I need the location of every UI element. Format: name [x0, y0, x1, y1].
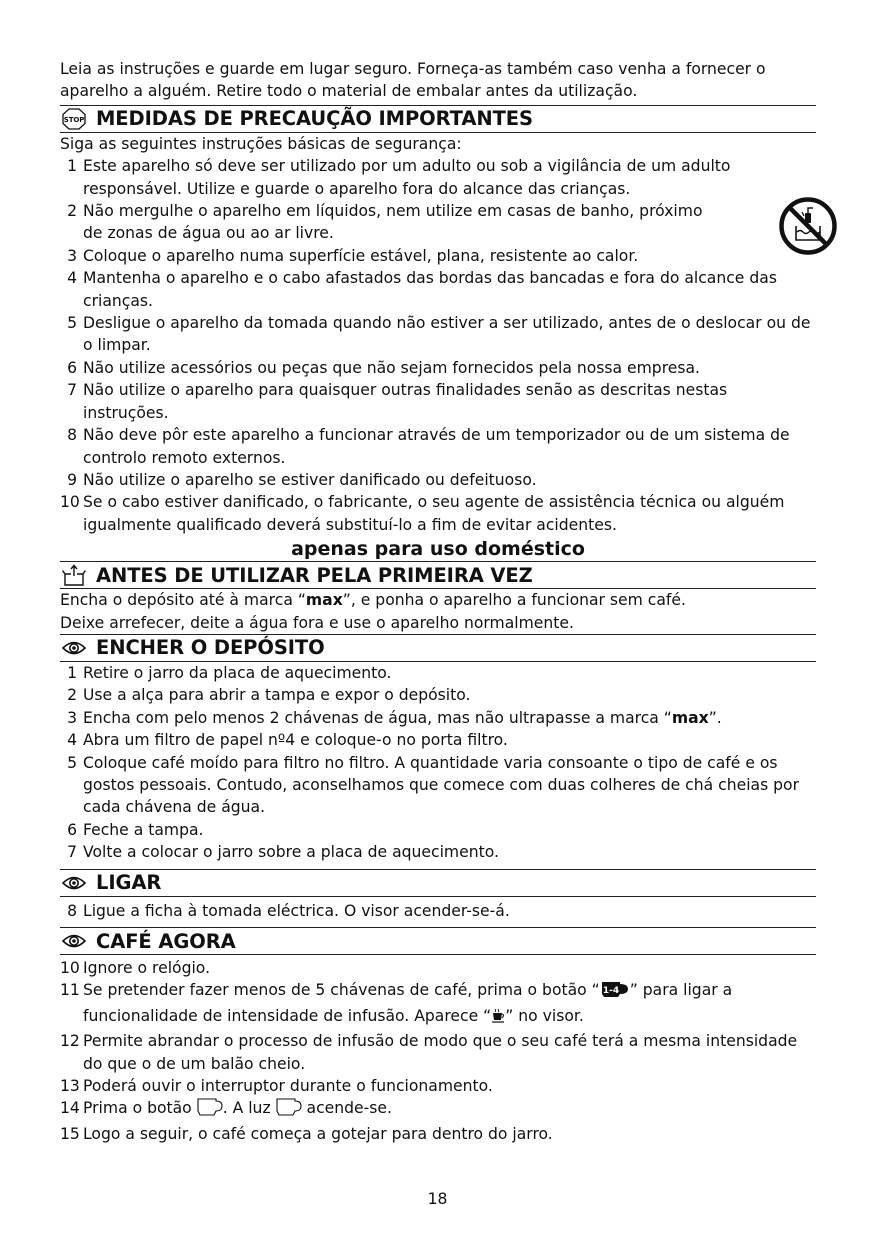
list-item: 8 Não deve pôr este aparelho a funcionar através de um temporizador ou de um sistema de controlo remoto externos. — [67, 426, 790, 467]
list-item: 15 Logo a seguir, o café começa a gotejar para dentro do jarro. — [60, 1124, 553, 1143]
section-precautions-heading — [60, 105, 816, 133]
before-first-use-title: ANTES DE UTILIZAR PELA PRIMEIRA VEZ — [96, 563, 533, 587]
intensity-button-label: 1-4 — [602, 986, 619, 997]
document-page — [60, 58, 816, 1145]
list-item: 10 Ignore o relógio. — [60, 959, 211, 977]
precautions-list — [60, 155, 816, 536]
precautions-title: MEDIDAS DE PRECAUÇÃO IMPORTANTES — [96, 107, 533, 131]
list-item: 12 Permite abrandar o processo de infusão de modo que o seu café terá a mesma intensidade do que o de um balão cheio. — [60, 1032, 798, 1073]
before-first-use-line-2: Deixe arrefecer, deite a água fora e use o aparelho normalmente. — [60, 613, 574, 632]
list-item: 4 Mantenha o aparelho e o cabo afastados das bordas das bancadas e fora do alcance das crianças. — [67, 269, 777, 310]
list-item: 14 Prima o botão . A luz acende-se. — [60, 1097, 816, 1122]
list-item: 9 Não utilize o aparelho se estiver danificado ou defeituoso. — [67, 470, 537, 489]
list-item: 6 Feche a tampa. — [67, 820, 204, 839]
fill-tank-list — [60, 662, 816, 864]
page-number: 18 — [427, 1190, 448, 1208]
section-switch-on-heading — [60, 869, 816, 897]
list-item: 5 Coloque café moído para filtro no filtro. A quantidade varia consoante o tipo de café e os gostos pessoais. Contudo, aconselhamos que comece com duas colheres de chá cheias por cada chávena de água. — [67, 753, 800, 817]
list-item: 13 Poderá ouvir o interruptor durante o funcionamento. — [60, 1077, 493, 1096]
intro-text: Leia as instruções e guarde em lugar seguro. Forneça-as também caso venha a fornecer o aparelho a alguém. Retire todo o material de embalar antes da utilização. — [60, 60, 766, 101]
list-item: 1 Retire o jarro da placa de aquecimento. — [67, 663, 392, 682]
list-item: 1 Este aparelho só deve ser utilizado por um adulto ou sob a vigilância de um adulto responsável. Utilize e guarde o aparelho fora do alcance das crianças. — [67, 157, 731, 198]
list-item: 5 Desligue o aparelho da tomada quando não estiver a ser utilizado, antes de o deslocar ou de o limpar. — [67, 314, 811, 355]
list-item: 3 Coloque o aparelho numa superfície estável, plana, resistente ao calor. — [67, 246, 639, 265]
list-item: 3 Encha com pelo menos 2 chávenas de água, mas não ultrapasse a marca “max”. — [67, 708, 722, 727]
list-item: 8 Ligue a ficha à tomada eléctrica. O visor acender-se-á. — [67, 901, 510, 920]
coffee-now-list — [60, 957, 816, 1145]
list-item: 4 Abra um filtro de papel nº4 e coloque-o no porta filtro. — [67, 731, 508, 750]
unbox-icon — [62, 564, 86, 586]
list-item: 2 Não mergulhe o aparelho em líquidos, nem utilize em casas de banho, próximo de zonas de água ou ao ar livre. — [67, 202, 703, 243]
list-item: 7 Volte a colocar o jarro sobre a placa de aquecimento. — [67, 843, 499, 862]
list-item: 7 Não utilize o aparelho para quaisquer outras finalidades senão as descritas nestas instruções. — [67, 381, 728, 422]
cup-button-icon — [197, 1098, 223, 1122]
switch-on-title: LIGAR — [96, 871, 162, 895]
section-fill-tank-heading — [60, 634, 816, 662]
list-item: 2 Use a alça para abrir a tampa e expor o depósito. — [67, 686, 471, 705]
eye-icon — [62, 930, 86, 952]
coffee-now-title: CAFÉ AGORA — [96, 929, 236, 953]
cup-display-icon — [491, 1008, 505, 1030]
switch-on-list — [60, 900, 816, 922]
section-coffee-now-heading — [60, 927, 816, 955]
section-before-first-use-heading — [60, 561, 816, 589]
domestic-use-notice: apenas para uso doméstico — [291, 538, 585, 561]
list-item: 11 Se pretender fazer menos de 5 chávenas de café, prima o botão “ 1-4 ” para ligar a funcionalidade de intensidade de infusão. Aparece “ ” no visor. — [60, 979, 816, 1030]
list-item: 10 Se o cabo estiver danificado, o fabricante, o seu agente de assistência técnica ou alguém igualmente qualificado deverá substituí-lo a fim de evitar acidentes. — [60, 493, 785, 534]
precautions-subtitle: Siga as seguintes instruções básicas de segurança: — [60, 134, 462, 153]
eye-icon — [62, 872, 86, 894]
fill-tank-title: ENCHER O DEPÓSITO — [96, 636, 325, 660]
cup-light-icon — [276, 1098, 302, 1122]
intensity-button-icon — [600, 981, 630, 1004]
list-item: 6 Não utilize acessórios ou peças que não sejam fornecidos pela nossa empresa. — [67, 358, 701, 377]
eye-icon — [62, 637, 86, 659]
before-first-use-line-1: Encha o depósito até à marca “max”, e ponha o aparelho a funcionar sem café. — [60, 591, 686, 610]
no-water-immersion-icon — [778, 196, 838, 256]
stop-sign-text: STOP — [63, 115, 85, 124]
stop-sign-icon — [62, 108, 86, 130]
